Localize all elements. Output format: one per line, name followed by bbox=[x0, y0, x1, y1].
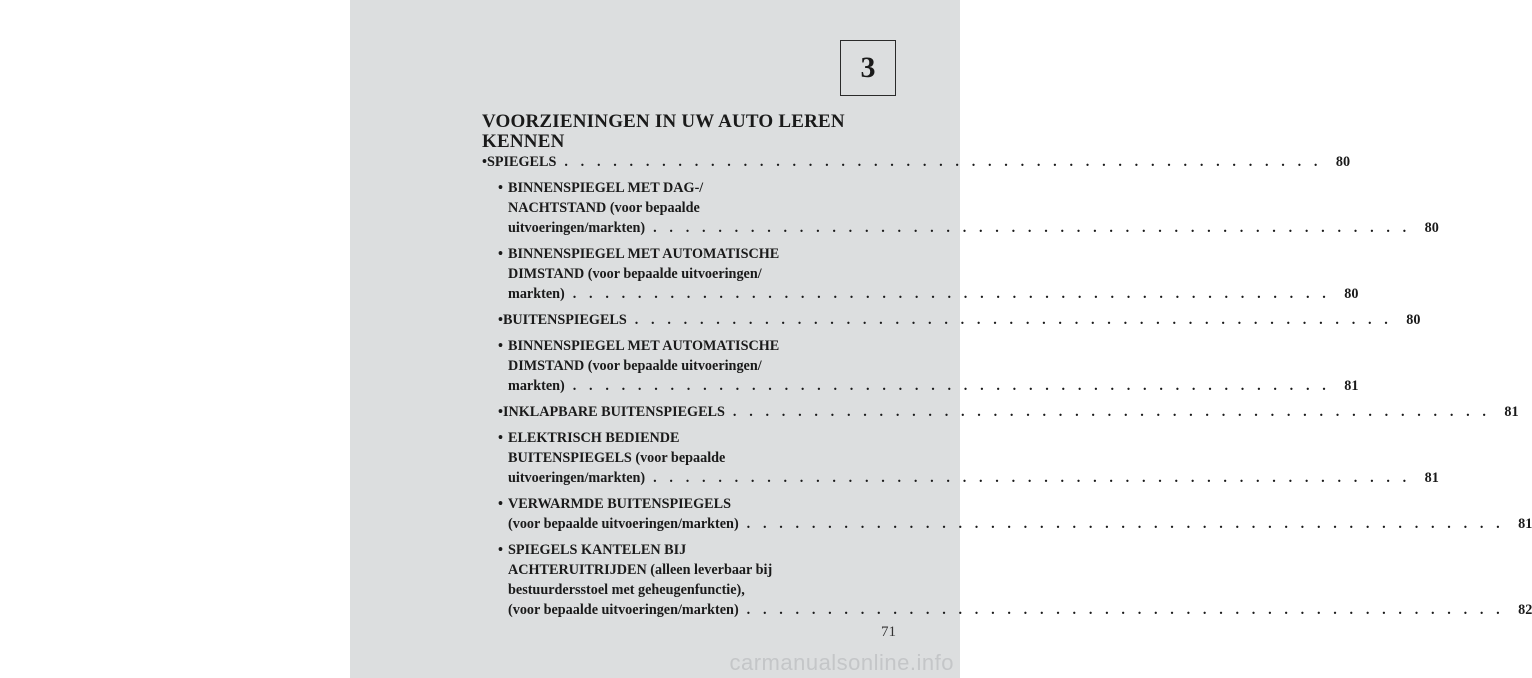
bullet: • bbox=[498, 496, 503, 512]
toc-entry-text: markten) bbox=[508, 378, 565, 394]
table-of-contents bbox=[482, 152, 1532, 620]
toc-entry-text: INKLAPBARE BUITENSPIEGELS bbox=[502, 404, 725, 420]
toc-entry-text: bestuurdersstoel met geheugenfunctie), bbox=[508, 582, 745, 598]
dot-leader: . . . . . . . . . . . . . . . . . . . . . . . . . . . . . . . . . . . . . . . . . . . . . . . bbox=[634, 312, 1393, 328]
section-title: VOORZIENINGEN IN UW AUTO LEREN KENNEN bbox=[482, 111, 845, 152]
toc-page-ref: 81 bbox=[1424, 470, 1439, 486]
watermark-text: carmanualsonline.info bbox=[729, 650, 954, 675]
toc-page-ref: 81 bbox=[1518, 516, 1532, 532]
toc-entry-spiegels bbox=[482, 152, 1351, 172]
bullet: • bbox=[498, 180, 503, 196]
left-blank-area bbox=[0, 0, 350, 678]
bullet: • bbox=[498, 430, 503, 446]
toc-entry-text: DIMSTAND (voor bepaalde uitvoeringen/ bbox=[508, 266, 762, 282]
toc-entry-elektrisch-bediende bbox=[482, 428, 1439, 488]
toc-page-ref: 80 bbox=[1344, 286, 1359, 302]
toc-entry-text: BUITENSPIEGELS (voor bepaalde bbox=[508, 450, 726, 466]
toc-entry-text: ELEKTRISCH BEDIENDE bbox=[508, 430, 680, 446]
dot-leader: . . . . . . . . . . . . . . . . . . . . . . . . . . . . . . . . . . . . . . . . . . . . . . . bbox=[564, 154, 1323, 170]
toc-entry-text: NACHTSTAND (voor bepaalde bbox=[508, 200, 700, 216]
toc-entry-text: uitvoeringen/markten) bbox=[508, 220, 646, 236]
chapter-number: 3 bbox=[860, 51, 876, 84]
toc-entry-text: VERWARMDE BUITENSPIEGELS bbox=[508, 496, 732, 512]
toc-entry-text: SPIEGELS bbox=[486, 154, 557, 170]
toc-page-ref: 82 bbox=[1518, 602, 1532, 618]
bullet: • bbox=[498, 246, 503, 262]
dot-leader: . . . . . . . . . . . . . . . . . . . . . . . . . . . . . . . . . . . . . . . . . . . . . . . bbox=[732, 404, 1491, 420]
toc-page-ref: 80 bbox=[1406, 312, 1421, 328]
toc-entry-text: ACHTERUITRIJDEN (alleen leverbaar bij bbox=[508, 562, 773, 578]
bullet: • bbox=[498, 542, 503, 558]
toc-entry-text: BINNENSPIEGEL MET DAG-/ bbox=[508, 180, 704, 196]
dot-leader: . . . . . . . . . . . . . . . . . . . . . . . . . . . . . . . . . . . . . . . . . . . . . . . bbox=[653, 220, 1411, 236]
toc-entry-inklapbare-buitenspiegels bbox=[482, 402, 1519, 422]
toc-entry-spiegels-kantelen bbox=[482, 540, 1532, 620]
dot-leader: . . . . . . . . . . . . . . . . . . . . . . . . . . . . . . . . . . . . . . . . . . . . . . . bbox=[746, 602, 1505, 618]
bullet: • bbox=[498, 404, 503, 420]
dot-leader: . . . . . . . . . . . . . . . . . . . . . . . . . . . . . . . . . . . . . . . . . . . . . . . bbox=[572, 286, 1331, 302]
toc-entry-text: BUITENSPIEGELS bbox=[502, 312, 627, 328]
dot-leader: . . . . . . . . . . . . . . . . . . . . . . . . . . . . . . . . . . . . . . . . . . . . . . . bbox=[653, 470, 1411, 486]
bullet: • bbox=[482, 154, 487, 170]
toc-entry-text: BINNENSPIEGEL MET AUTOMATISCHE bbox=[508, 246, 780, 262]
manual-page bbox=[350, 0, 1532, 678]
toc-entry-text: (voor bepaalde uitvoeringen/markten) bbox=[508, 516, 739, 532]
toc-entry-binnenspiegel-dag-nacht bbox=[482, 178, 1439, 238]
toc-entry-binnenspiegel-automatisch-1 bbox=[482, 244, 1359, 304]
toc-entry-text: BINNENSPIEGEL MET AUTOMATISCHE bbox=[508, 338, 780, 354]
toc-entry-text: SPIEGELS KANTELEN BIJ bbox=[508, 542, 687, 558]
toc-entry-text: uitvoeringen/markten) bbox=[508, 470, 646, 486]
toc-entry-text: (voor bepaalde uitvoeringen/markten) bbox=[508, 602, 739, 618]
toc-entry-text: markten) bbox=[508, 286, 565, 302]
page-number: 71 bbox=[881, 624, 896, 640]
toc-entry-text: DIMSTAND (voor bepaalde uitvoeringen/ bbox=[508, 358, 762, 374]
toc-page-ref: 81 bbox=[1504, 404, 1519, 420]
toc-entry-binnenspiegel-automatisch-2 bbox=[482, 336, 1359, 396]
chapter-number-box bbox=[840, 40, 896, 96]
toc-page-ref: 81 bbox=[1344, 378, 1359, 394]
toc-page-ref: 80 bbox=[1335, 154, 1351, 170]
bullet: • bbox=[498, 312, 503, 328]
bullet: • bbox=[498, 338, 503, 354]
toc-entry-verwarmde-buitenspiegels bbox=[482, 494, 1532, 534]
dot-leader: . . . . . . . . . . . . . . . . . . . . . . . . . . . . . . . . . . . . . . . . . . . . . . . bbox=[572, 378, 1331, 394]
toc-page-ref: 80 bbox=[1424, 220, 1439, 236]
toc-entry-buitenspiegels bbox=[482, 310, 1421, 330]
dot-leader: . . . . . . . . . . . . . . . . . . . . . . . . . . . . . . . . . . . . . . . . . . . . . . . bbox=[746, 516, 1505, 532]
